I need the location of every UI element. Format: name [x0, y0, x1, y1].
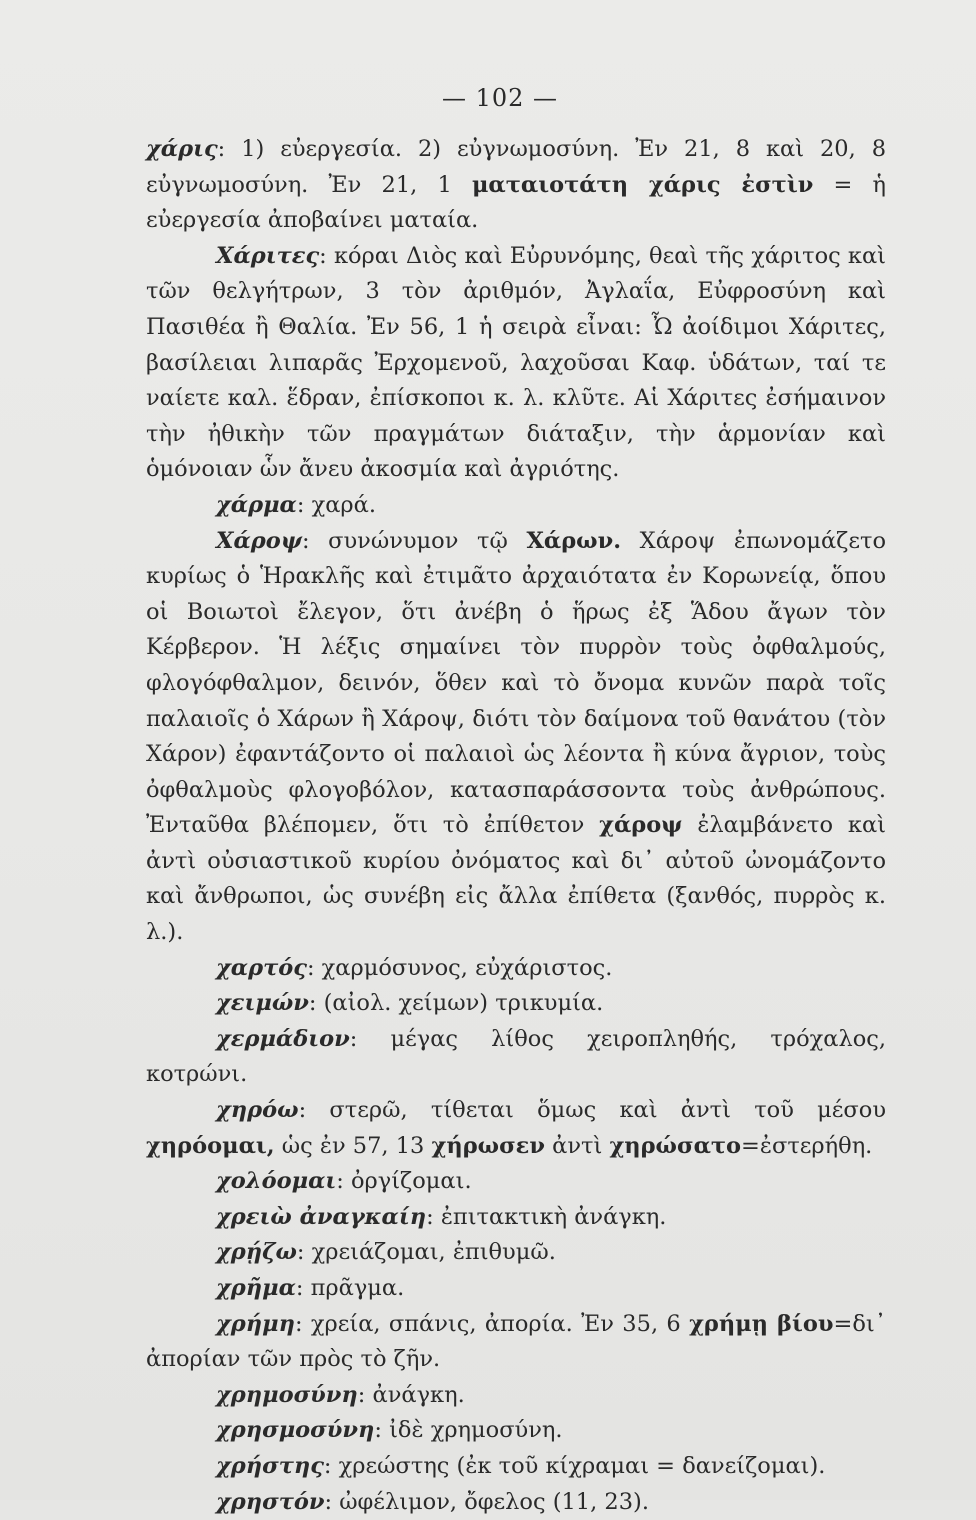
entry-text: =δι᾽ ἀπορίαν τῶν πρὸς τὸ ζῆν.	[146, 1310, 886, 1373]
entry-text: ὠφέλιμον, ὄφελος (11, 23).	[339, 1488, 649, 1515]
entry-text: πρᾶγμα.	[310, 1275, 405, 1301]
entry-text: κόραι Διὸς καὶ Εὐρυνόμης, θεαὶ τῆς χάριτος καὶ τῶν θελγήτρων, 3 τὸν ἀριθμόν, Ἀγλαΐα, Εὐφροσύνη καὶ Πασιθέα ἢ Θαλία. Ἐν 56, 1 ἡ σειρὰ εἶναι: Ὦ ἀοίδιμοι Χάριτες, βασίλειαι λιπαρᾶς Ἐρχομενοῦ, λαχοῦσαι Καφ. ὑδάτων, ταί τε ναίετε καλ. ἕδραν, ἐπίσκοποι κ. λ. κλῦτε. Αἱ Χάριτες ἐσήμαινον τὴν ἠθικὴν τῶν πραγμάτων διάταξιν, τὴν ἁρμονίαν καὶ ὁμόνοιαν ὧν ἄνευ ἀκοσμία καὶ ἀγριότης.	[146, 242, 887, 483]
dictionary-content	[146, 132, 886, 1520]
entry-chresmosyne: χρησμοσύνη: ἰδὲ χρημοσύνη.	[216, 1417, 563, 1444]
entry-cholooomai: χολόομαι: ὀργίζομαι.	[216, 1168, 472, 1195]
entry-text: ἐπιτακτικὴ ἀνάγκη.	[440, 1203, 667, 1230]
entry-text: ἀνάγκη.	[372, 1381, 465, 1408]
entry-term: Χάριτες	[216, 242, 320, 269]
entry-term: χερμάδιον	[216, 1025, 350, 1052]
entry-bold-word: χάροψ	[599, 812, 683, 839]
entry-term: χρῄζω	[216, 1239, 297, 1266]
entry-text: ἰδὲ χρημοσύνη.	[389, 1417, 563, 1444]
entry-text: = ἡ εὐεργεσία ἀποβαίνει ματαία.	[146, 171, 886, 234]
entry-chrema: χρῆμα: πρᾶγμα.	[216, 1275, 405, 1301]
entry-term: χολόομαι	[216, 1168, 337, 1195]
entry-term: χρημοσύνη	[216, 1381, 358, 1408]
entry-bold-phrase: χρήμῃ βίου	[689, 1310, 834, 1337]
entry-term: χρηστόν	[216, 1488, 325, 1515]
entry-term: Χάροψ	[216, 527, 302, 554]
entry-chremosyne: χρημοσύνη: ἀνάγκη.	[216, 1381, 465, 1408]
entry-charites: Χάριτες: κόραι Διὸς καὶ Εὐρυνόμης, θεαὶ τῆς χάριτος καὶ τῶν θελγήτρων, 3 τὸν ἀριθμόν, Ἀγλαΐα, Εὐφροσύνη καὶ Πασιθέα ἢ Θαλία. Ἐν 56, 1 ἡ σειρὰ εἶναι: Ὦ ἀοίδιμοι Χάριτες, βασίλειαι λιπαρᾶς Ἐρχομενοῦ, λαχοῦσαι Καφ. ὑδάτων, ταί τε ναίετε καλ. ἕδραν, ἐπίσκοποι κ. λ. κλῦτε. Αἱ Χάριτες ἐσήμαινον τὴν ἠθικὴν τῶν πραγμάτων διάταξιν, τὴν ἁρμονίαν καὶ ὁμόνοιαν ὧν ἄνευ ἀκοσμία καὶ ἀγριότης.	[146, 242, 887, 483]
entry-text: ἀντὶ	[552, 1132, 603, 1159]
entry-term: χρήμη	[216, 1310, 295, 1337]
entry-term: χρήστης	[216, 1452, 324, 1479]
entry-cheimon: χειμών: (αἰολ. χείμων) τρικυμία.	[216, 990, 604, 1017]
entry-chermadion: χερμάδιον: μέγας λίθος χειροπληθής, τρόχαλος, κοτρώνι.	[146, 1025, 887, 1088]
entry-term: χρῆμα	[216, 1275, 296, 1301]
entry-text: χρειάζομαι, ἐπιθυμῶ.	[311, 1239, 556, 1266]
entry-text: =ἐστερήθη.	[741, 1132, 873, 1159]
page-number: — 102 —	[441, 84, 559, 112]
entry-text: μέγας λίθος χειροπληθής, τρόχαλος, κοτρώνι.	[146, 1025, 887, 1088]
entry-bold-phrase: ματαιοτάτη χάρις ἐστὶν	[471, 171, 814, 198]
entry-text: 1) εὐεργεσία. 2) εὐγνωμοσύνη. Ἐν 21, 8 καὶ 20, 8 εὐγνωμοσύνη. Ἐν 21, 1	[146, 136, 887, 198]
entry-bold-word: χηρόομαι,	[146, 1132, 275, 1159]
entry-text: χρεώστης (ἐκ τοῦ κίχραμαι = δανείζομαι).	[338, 1452, 826, 1479]
entry-charops: Χάροψ: συνώνυμον τῷ Χάρων. Χάροψ ἐπωνομάζετο κυρίως ὁ Ἡρακλῆς καὶ ἐτιμᾶτο ἀρχαιότατα ἐν Κορωνείᾳ, ὅπου οἱ Βοιωτοὶ ἔλεγον, ὅτι ἀνέβη ὁ ἥρως ἐξ Ἅδου ἄγων τὸν Κέρβερον. Ἡ λέξις σημαίνει τὸν πυρρὸν τοὺς ὀφθαλμούς, φλογόφθαλμον, δεινόν, ὅθεν καὶ τὸ ὄνομα κυνῶν παρὰ τοῖς παλαιοῖς ὁ Χάρων ἢ Χάροψ, διότι τὸν δαίμονα τοῦ θανάτου (τὸν Χάρον) ἐφαντάζοντο οἱ παλαιοὶ ὡς λέοντα ἢ κύνα ἄγριον, τοὺς ὀφθαλμοὺς φλογοβόλον, κατασπαράσσοντα τοὺς ἀνθρώπους. Ἐνταῦθα βλέπομεν, ὅτι τὸ ἐπίθετον χάροψ ἐλαμβάνετο καὶ ἀντὶ οὐσιαστικοῦ κυρίου ὀνόματος καὶ δι᾽ αὐτοῦ ὠνομάζοντο καὶ ἄνθρωποι, ὡς συνέβη εἰς ἄλλα ἐπίθετα (ξανθός, πυρρὸς κ. λ.).	[146, 527, 887, 946]
entry-text: στερῶ, τίθεται ὅμως καὶ ἀντὶ τοῦ μέσου	[329, 1097, 887, 1124]
entry-chartos: χαρτός: χαρμόσυνος, εὐχάριστος.	[216, 954, 613, 981]
entry-text: χαρά.	[311, 491, 376, 518]
entry-chrestes: χρήστης: χρεώστης (ἐκ τοῦ κίχραμαι = δανείζομαι).	[216, 1452, 826, 1479]
entry-bold-word: χηρώσατο	[609, 1132, 742, 1159]
entry-text: ὀργίζομαι.	[351, 1168, 472, 1195]
entry-charma: χάρμα: χαρά.	[216, 491, 376, 518]
entry-chreston: χρηστόν: ὠφέλιμον, ὄφελος (11, 23).	[216, 1488, 649, 1515]
entry-chreio: χρειὼ ἀναγκαίη: ἐπιτακτικὴ ἀνάγκη.	[216, 1203, 667, 1230]
entry-term: χάρις	[146, 136, 218, 162]
entry-term: χρειὼ ἀναγκαίη	[216, 1203, 427, 1230]
entry-text: ὡς ἐν 57, 13	[281, 1132, 425, 1159]
entry-bold-word: Χάρων.	[526, 527, 622, 554]
entry-chreme: χρήμη: χρεία, σπάνις, ἀπορία. Ἐν 35, 6 χρήμῃ βίου=δι᾽ ἀπορίαν τῶν πρὸς τὸ ζῆν.	[146, 1310, 886, 1373]
entry-term: χάρμα	[216, 491, 297, 518]
entry-text: Χάροψ ἐπωνομάζετο κυρίως ὁ Ἡρακλῆς καὶ ἐτιμᾶτο ἀρχαιότατα ἐν Κορωνείᾳ, ὅπου οἱ Βοιωτοὶ ἔλεγον, ὅτι ἀνέβη ὁ ἥρως ἐξ Ἅδου ἄγων τὸν Κέρβερον. Ἡ λέξις σημαίνει τὸν πυρρὸν τοὺς ὀφθαλμούς, φλογόφθαλμον, δεινόν, ὅθεν καὶ τὸ ὄνομα κυνῶν παρὰ τοῖς παλαιοῖς ὁ Χάρων ἢ Χάροψ, διότι τὸν δαίμονα τοῦ θανάτου (τὸν Χάρον) ἐφαντάζοντο οἱ παλαιοὶ ὡς λέοντα ἢ κύνα ἄγριον, τοὺς ὀφθαλμοὺς φλογοβόλον, κατασπαράσσοντα τοὺς ἀνθρώπους. Ἐνταῦθα βλέπομεν, ὅτι τὸ ἐπίθετον	[146, 527, 887, 839]
entry-term: χειμών	[216, 990, 309, 1017]
entry-text: ἐλαμβάνετο καὶ ἀντὶ οὐσιαστικοῦ κυρίου ὀνόματος καὶ δι᾽ αὐτοῦ ὠνομάζοντο καὶ ἄνθρωποι, ὡς συνέβη εἰς ἄλλα ἐπίθετα (ξανθός, πυρρὸς κ. λ.).	[146, 812, 887, 946]
entry-term: χηρόω	[216, 1097, 299, 1124]
entry-text: χαρμόσυνος, εὐχάριστος.	[321, 954, 613, 981]
entry-cheroo: χηρόω: στερῶ, τίθεται ὅμως καὶ ἀντὶ τοῦ μέσου χηρόομαι, ὡς ἐν 57, 13 χήρωσεν ἀντὶ χηρώσατο=ἐστερήθη.	[146, 1097, 887, 1159]
entry-text: (αἰολ. χείμων) τρικυμία.	[323, 990, 604, 1017]
entry-term: χρησμοσύνη	[216, 1417, 375, 1444]
entry-text: χρεία, σπάνις, ἀπορία. Ἐν 35, 6	[310, 1310, 681, 1337]
entry-bold-word: χήρωσεν	[431, 1132, 545, 1159]
entry-charis: χάρις: 1) εὐεργεσία. 2) εὐγνωμοσύνη. Ἐν 21, 8 καὶ 20, 8 εὐγνωμοσύνη. Ἐν 21, 1 ματαιοτάτη χάρις ἐστὶν = ἡ εὐεργεσία ἀποβαίνει ματαία.	[146, 136, 887, 234]
entry-term: χαρτός	[216, 954, 307, 981]
entry-text: συνώνυμον τῷ	[328, 527, 508, 554]
entry-chreizo: χρῄζω: χρειάζομαι, ἐπιθυμῶ.	[216, 1239, 556, 1266]
